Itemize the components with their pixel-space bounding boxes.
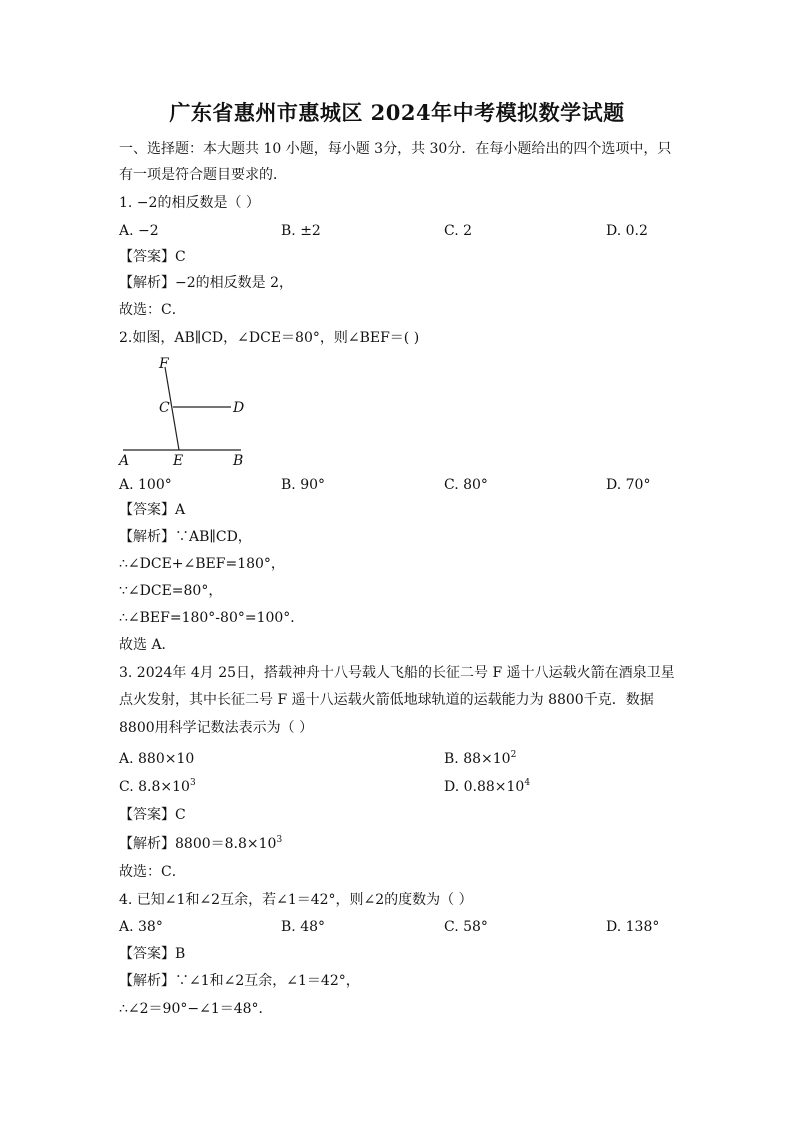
q3-option-d-text: D. 0.88×10 [444,779,525,795]
q3-option-b-text: B. 88×10 [444,751,511,767]
label-a: A [119,453,130,469]
q3-analysis-text: 【解析】8800＝8.8×10 [119,836,277,852]
q3-option-c-exponent: 3 [189,778,196,788]
q3-option-c-text: C. 8.8×10 [119,779,190,795]
q3-option-d-exponent: 4 [524,778,531,788]
q1-answer: 【答案】C [119,249,186,265]
q4-stem: 4. 已知∠1和∠2互余，若∠1＝42°，则∠2的度数为（ ） [119,892,473,908]
q3-stem-line2: 点火发射，其中长征二号 F 遥十八运载火箭低地球轨道的运载能力为 8800千克．数据 [119,692,654,708]
page-title: 广东省惠州市惠城区 2024年中考模拟数学试题 [169,100,625,125]
q3-option-b [444,749,516,769]
label-f: F [159,356,169,372]
label-d: D [233,400,245,416]
q3-analysis-exponent: 3 [276,835,283,845]
q2-option-d: D. 70° [606,477,651,493]
q2-conclusion: 故选 A． [119,637,176,653]
q1-option-d: D. 0.2 [606,223,648,239]
label-e: E [173,453,184,469]
q2-stem: 2.如图，AB∥CD，∠DCE＝80°，则∠BEF＝( ) [119,330,420,346]
q4-analysis-2: ∴∠2＝90°−∠1＝48°． [119,1001,273,1017]
section-instructions-line2: 有一项是符合题目要求的． [119,167,287,183]
q3-option-d [444,777,530,797]
q3-stem-line3: 8800用科学记数法表示为（ ） [119,720,314,736]
section-instructions-line1: 一、选择题：本大题共 10 小题，每小题 3分，共 30分．在每小题给出的四个选项中，只 [119,141,672,157]
q4-analysis-1: 【解析】∵∠1和∠2互余，∠1＝42°， [119,973,360,989]
q3-stem-line1: 3. 2024年 4月 25日，搭载神舟十八号载人飞船的长征二号 F 遥十八运载火箭在酒泉卫星 [119,665,675,681]
q3-option-a-text: A. 880×10 [119,751,195,767]
label-c: C [159,400,170,416]
q4-answer: 【答案】B [119,946,186,962]
q1-analysis: 【解析】−2的相反数是 2， [119,275,293,291]
q4-option-b: B. 48° [281,919,326,935]
q2-option-c: C. 80° [444,477,488,493]
q3-answer: 【答案】C [119,807,186,823]
q1-option-c: C. 2 [444,223,473,239]
q1-option-a: A. −2 [119,223,159,239]
label-b: B [233,453,244,469]
q1-conclusion: 故选：C． [119,302,186,318]
q2-analysis-4: ∴∠BEF=180°-80°=100°． [119,610,305,626]
q2-analysis-2: ∴∠DCE+∠BEF=180°， [119,556,285,572]
parallel-lines-figure [115,355,255,470]
q3-analysis [119,834,282,854]
q4-option-a: A. 38° [119,919,163,935]
q3-option-a [119,749,194,769]
q1-option-b: B. ±2 [281,223,321,239]
q3-conclusion: 故选：C． [119,864,186,880]
q3-option-c [119,777,196,797]
q4-option-c: C. 58° [444,919,488,935]
q2-option-b: B. 90° [281,477,326,493]
q2-analysis-1: 【解析】∵AB∥CD， [119,529,252,545]
q3-option-b-exponent: 2 [510,750,517,760]
q4-option-d: D. 138° [606,919,660,935]
q2-answer: 【答案】A [119,502,186,518]
q2-analysis-3: ∵∠DCE=80°， [119,583,223,599]
q2-option-a: A. 100° [119,477,172,493]
q1-stem: 1. −2的相反数是（ ） [119,195,260,211]
